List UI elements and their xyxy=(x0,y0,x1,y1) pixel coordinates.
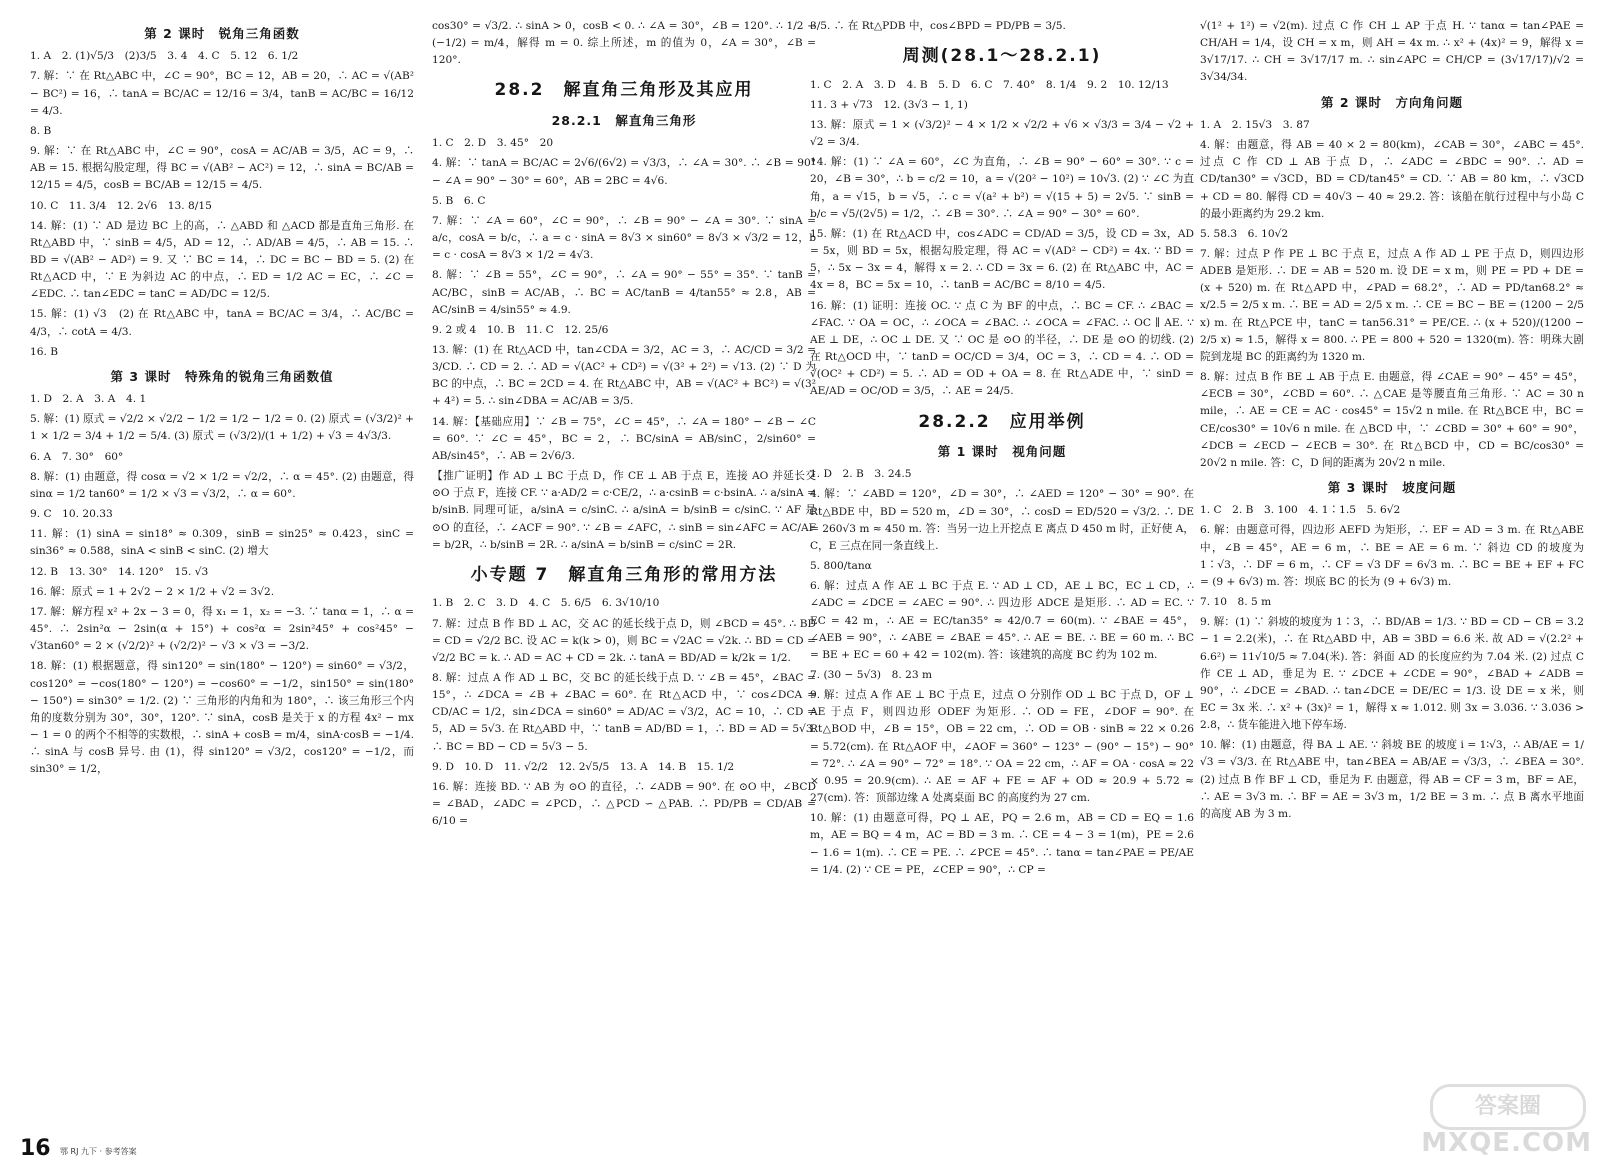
answer-paragraph: cos30° = √3/2. ∴ sinA > 0，cosB < 0. ∴ ∠A = 30°，∠B = 120°. ∴ 1/2 + (−1/2) = m/4，解得 m = 0. 综上所述，m 的值为 0，∠A = 30°，∠B = 120°. xyxy=(432,20,816,67)
answer-paragraph: 10. C 11. 3/4 12. 2√6 13. 8/15 xyxy=(30,199,212,212)
answer-paragraph: 9. 解：(1) ∵ 斜坡的坡度为 1∶3，∴ BD/AB = 1/3. ∵ BD = CD − CB = 3.2 − 1 = 2.2(米)，∴ 在 Rt△ABD 中，AB = 3BD = 6.6 米. 故 AD = √(2.2² + 6.6²) = 11√10/5 ≈ 7.04(米). 答：斜面 AD 的长度应约为 7.04 米. (2) 过点 C 作 CE ⊥ AD，垂足为 E. ∵ ∠DCE + ∠CDE = 90°，∠BAD + ∠ADB = 90°，∴ ∠DCE = ∠BAD. ∴ tan∠DCE = DE/EC = 1/3. 设 DE = x 米，则 EC = 3x 米. ∴ x² + (3x)² = 1，解得 x ≈ 1.012. 则 3x = 3.036. ∵ 3.036 > 2.8，∴ 货车能进入地下停车场. xyxy=(1200,616,1584,732)
answer-paragraph: 14. 解：(1) ∵ ∠A = 60°，∠C 为直角，∴ ∠B = 90° − 60° = 30°. ∵ c = 20，∠B = 30°，∴ b = c/2 = 10，a = √(20² − 10²) = 10√3. (2) ∵ ∠C 为直角，a = √15，b = √5，∴ c = √(a² + b²) = √(15 + 5) = 2√5. ∵ sinB = b/c = √5/(2√5) = 1/2，∴ ∠B = 30°. ∴ ∠A = 90° − 30° = 60°. xyxy=(810,156,1194,220)
answer-paragraph: √(1² + 1²) = √2(m). 过点 C 作 CH ⊥ AP 于点 H. ∵ tanα = tan∠PAE = CH/AH = 1/4，设 CH = x m，则 AH = 4x m. ∴ x² + (4x)² = 9，解得 x = 3√17/17. ∴ CH = 3√17/17 m. ∴ sin∠APC = CH/CP = (3√17/17)/√2 = 3√34/34. xyxy=(1200,20,1584,84)
watermark-site: MXQE.COM xyxy=(1421,1128,1592,1158)
answer-paragraph: 16. 解：原式 = 1 + 2√2 − 2 × 1/2 + √2 = 3√2. xyxy=(30,585,275,598)
column-3 xyxy=(810,18,1194,1138)
answer-paragraph: 9. C 10. 20.33 xyxy=(30,508,113,521)
answer-paragraph: 10. 解：(1) 由题意可得，PQ ⊥ AE，PQ = 2.6 m，AB = CD = EQ = 1.6 m，AE = BQ = 4 m，AC = BD = 3 m. ∴ CE = 4 − 3 = 1(m)，PE = 2.6 − 1.6 = 1(m). ∴ CE = PE. ∴ ∠PCE = 45°. ∴ tanα = tan∠PAE = PE/AE = 1/4. (2) ∵ CE = PE，∠CEP = 90°，∴ CP = xyxy=(810,812,1194,876)
answer-paragraph: 【推广证明】作 AD ⊥ BC 于点 D，作 CE ⊥ AB 于点 E，连接 AO 并延长交 ⊙O 于点 F，连接 CF. ∵ a·AD/2 = c·CE/2，∴ a·csinB = c·bsinA. ∴ a/sinA = b/sinB. 同理可证，a/sinA = c/sinC. ∴ a/sinA = b/sinB = c/sinC. ∵ AF 是 ⊙O 的直径，∴ ∠ACF = 90°. ∵ ∠B = ∠AFC，∴ sinB = sin∠AFC = AC/AF = b/2R，∴ b/sinB = 2R. ∴ a/sinA = b/sinB = c/sinC = 2R. xyxy=(432,470,816,551)
answer-paragraph: 3/5. ∴ 在 Rt△PDB 中，cos∠BPD = PD/PB = 3/5. xyxy=(810,20,1066,32)
section-heading: 28.2.2 应用举例 xyxy=(918,411,1086,432)
section-heading: 小专题 7 解直角三角形的常用方法 xyxy=(470,564,778,585)
answer-paragraph: 4. 解：由题意，得 AB = 40 × 2 = 80(km)，∠CAB = 30°，∠ABC = 45°. 过点 C 作 CD ⊥ AB 于点 D，∴ ∠ADC = ∠BDC = 90°. ∴ AD = CD/tan30° = √3CD，BD = CD/tan45° = CD. ∵ AB = 80 km，∴ √3CD + CD = 80. 解得 CD = 40√3 − 40 ≈ 29.2. 答：该船在航行过程中与小岛 C 的最小距离约为 29.2 km. xyxy=(1200,139,1584,220)
site-watermark xyxy=(1396,1084,1592,1158)
answer-paragraph: 7. 10 8. 5 m xyxy=(1200,596,1272,609)
answer-paragraph: 8. B xyxy=(30,124,52,137)
answer-paragraph: 15. 解：(1) 在 Rt△ACD 中，cos∠ADC = CD/AD = 3/5，设 CD = 3x，AD = 5x，则 BD = 5x，根据勾股定理，得 AC = √(AD² − CD²) = 4x. ∵ BD = 5，∴ 5x − 3x = 4，解得 x = 2. ∴ CD = 3x = 6. (2) 在 Rt△ABC 中，AC = 4x = 8，BC = 5x = 10，∴ tanB = AC/BC = 8/10 = 4/5. xyxy=(810,227,1194,292)
answer-paragraph: 16. B xyxy=(30,345,58,358)
answer-paragraph: 11. 解：(1) sinA = sin18° ≈ 0.309，sinB = sin25° ≈ 0.423，sinC = sin36° ≈ 0.588，sinA < sinB < sinC. (2) 增大 xyxy=(30,528,414,558)
column-1 xyxy=(30,18,414,1138)
answer-paragraph: 1. B 2. C 3. D 4. C 5. 6/5 6. 3√10/10 xyxy=(432,597,660,610)
answer-paragraph: 5. 58.3 6. 10√2 xyxy=(1200,227,1289,240)
answer-paragraph: 6. A 7. 30° 60° xyxy=(30,450,124,463)
section-heading: 第 3 课时 特殊角的锐角三角函数值 xyxy=(110,368,334,384)
answer-paragraph: 7. 解：过点 P 作 PE ⊥ BC 于点 E，过点 A 作 AD ⊥ PE 于点 D，则四边形 ADEB 是矩形. ∴ DE = AB = 520 m. 设 DE = x m，则 PE = PD + DE = (x + 520) m. 在 Rt△APD 中，∠PAD = 68.2°，∴ AD = PD/tan68.2° ≈ x/2.5 = 2/5 x m. ∴ BE = AD = 2/5 x m. ∴ CE = BC − BE = (1200 − 2/5 x) m. 在 Rt△PCE 中，tanC = tan56.31° = PE/CE. ∴ (x + 520)/(1200 − 2/5 x) ≈ 1.5，解得 x = 800. ∴ PE = 800 + 520 = 1320(m). 答：明珠大剧院到龙堤 BC 的距离约为 1320 m. xyxy=(1200,247,1584,363)
answer-paragraph: 10. 解：(1) 由题意，得 BA ⊥ AE. ∵ 斜坡 BE 的坡度 i = 1∶√3，∴ AB/AE = 1/√3 = √3/3. 在 Rt△ABE 中，tan∠BEA = AB/AE = √3/3，∴ ∠BEA = 30°. (2) 过点 B 作 BF ⊥ CD，垂足为 F. 由题意，得 AB = CF = 3 m，BF = AE，∴ AE = 3√3 m. ∴ BF = AE = 3√3 m，1/2 BE = 3 m. ∴ 点 B 离水平地面的高度 AB 为 3 m. xyxy=(1200,739,1584,820)
answer-paragraph: 1. A 2. (1)√5/3 (2)3/5 3. 4 4. C 5. 12 6. 1/2 xyxy=(30,50,299,63)
section-heading: 周测(28.1～28.2.1) xyxy=(902,46,1102,67)
answer-paragraph: 17. 解：解方程 x² + 2x − 3 = 0，得 x₁ = 1，x₂ = −3. ∵ tanα = 1，∴ α = 45°. ∴ 2sin²α − 2sin(α + 15°) + cos²α = 2sin²45° + cos²45° − √3tan60° = 2 × (√2/2)² + (√2/2)² − √3 × √3 = −3/2. xyxy=(30,605,414,653)
page-number: 16 xyxy=(20,1136,51,1161)
answer-paragraph: 1. A 2. 15√3 3. 87 xyxy=(1200,118,1310,131)
answer-paragraph: 18. 解：(1) 根据题意，得 sin120° = sin(180° − 120°) = sin60° = √3/2，cos120° = −cos(180° − 120°) = −cos60° = −1/2，sin150° = sin(180° − 150°) = sin30° = 1/2. (2) ∵ 三角形的内角和为 180°，∴ 该三角形三个内角的度数分别为 30°，30°，120°. ∵ sinA，cosB 是关于 x 的方程 4x² − mx − 1 = 0 的两个不相等的实数根，∴ sinA + cosB = m/4，sinA·cosB = −1/4. ∴ sinA 与 cosB 异号. 由 (1)，得 sin120° = √3/2，cos120° = −1/2，而 sin30° = 1/2， xyxy=(30,660,414,776)
answer-paragraph: 6. 解：过点 A 作 AE ⊥ BC 于点 E. ∵ AD ⊥ CD，AE ⊥ BC，EC ⊥ CD，∴ ∠ADC = ∠DCE = ∠AEC = 90°. ∴ 四边形 ADCE 是矩形. ∴ AD = EC. ∵ EC = 42 m，∴ AE = EC/tan35° ≈ 42/0.7 = 60(m). ∵ ∠BAE = 45°，∠AEB = 90°，∴ ∠ABE = ∠BAE = 45°. ∴ AE = BE. ∴ BE = 60 m. ∴ BC = BE + EC = 60 + 42 = 102(m). 答：该建筑的高度 BC 约为 102 m. xyxy=(810,580,1194,661)
watermark-logo: 答案圈 xyxy=(1430,1084,1586,1130)
answer-paragraph: 1. D 2. B 3. 24.5 xyxy=(810,468,912,481)
answer-paragraph: 15. 解：(1) √3 (2) 在 Rt△ABC 中，tanA = BC/AC = 3/4，∴ AC/BC = 4/3，∴ cotA = 4/3. xyxy=(30,308,414,338)
answer-paragraph: 9. 解：过点 A 作 AE ⊥ BC 于点 E，过点 O 分别作 OD ⊥ BC 于点 D，OF ⊥ AE 于点 F，则四边形 ODEF 为矩形. ∴ OD = FE，∠DOF = 90°. 在 Rt△BOD 中，∠B = 15°，OB = 22 cm，∴ OD = OB · sinB ≈ 22 × 0.26 = 5.72(cm). 在 Rt△AOF 中，∠AOF = 360° − 123° − (90° − 15°) − 90° = 72°. ∴ ∠A = 90° − 72° = 18°. ∵ OA = 22 cm，∴ AF = OA · cosA ≈ 22 × 0.95 = 20.9(cm). ∴ AE = AF + FE = AF + OD ≈ 20.9 + 5.72 ≈ 27(cm). 答：顶部边缘 A 处离桌面 BC 的高度约为 27 cm. xyxy=(810,689,1194,805)
answer-paragraph: 11. 3 + √73 12. (3√3 − 1, 1) xyxy=(810,98,968,111)
answer-paragraph: 9. 解：∵ 在 Rt△ABC 中，∠C = 90°，cosA = AC/AB = 3/5，AC = 9，∴ AB = 15. 根据勾股定理，得 BC = √(AB² − AC²) = 12，∴ sinA = BC/AB = 12/15 = 4/5，cosB = BC/AB = 12/15 = 4/5. xyxy=(30,145,414,192)
answer-paragraph: 5. B 6. C xyxy=(432,194,486,207)
answer-paragraph: 5. 解：(1) 原式 = √2/2 × √2/2 − 1/2 = 1/2 − 1/2 = 0. (2) 原式 = (√3/2)² + 1 × 1/2 = 3/4 + 1/2 = 5/4. (3) 原式 = (√3/2)/(1 + 1/2) + √3 = 4√3/3. xyxy=(30,413,414,443)
answer-paragraph: 12. B 13. 30° 14. 120° 15. √3 xyxy=(30,565,209,578)
answer-paragraph: 8. 解：过点 B 作 BE ⊥ AB 于点 E. 由题意，得 ∠CAE = 90° − 45° = 45°，∠ECB = 30°，∠CBD = 60°. ∴ △CAE 是等腰直角三角形. ∵ AC = 30 n mile，∴ AE = CE = AC · cos45° = 15√2 n mile. 在 Rt△BCE 中，BC = CE/cos30° = 10√6 n mile. 在 △BCD 中，∵ ∠CBD = 30° + 60° = 90°，∠DCB = ∠ECD − ∠ECB = 30°. 在 Rt△BCD 中，CD = BC/cos30° = 20√2 n mile. 答：C，D 间的距离为 20√2 n mile. xyxy=(1200,371,1584,469)
answer-paragraph: 4. 解：∵ ∠ABD = 120°，∠D = 30°，∴ ∠AED = 120° − 30° = 90°. 在 Rt△BDE 中，BD = 520 m，∠D = 30°，∴ cosD = ED/520 = √3/2. ∴ DE = 260√3 m ≈ 450 m. 答：当另一边上开挖点 E 离点 D 450 m 时，正好使 A，C，E 三点在同一条直线上. xyxy=(810,488,1194,552)
answer-paragraph: 9. 2 或 4 10. B 11. C 12. 25/6 xyxy=(432,323,609,336)
section-heading: 第 3 课时 坡度问题 xyxy=(1327,480,1457,495)
column-4 xyxy=(1200,18,1584,1138)
section-heading: 第 2 课时 方向角问题 xyxy=(1321,94,1463,110)
answer-paragraph: 7. 解：∵ ∠A = 60°，∠C = 90°，∴ ∠B = 90° − ∠A = 30°. ∵ sinA = a/c，cosA = b/c，∴ a = c · sinA = 8√3 × sin60° = 8√3 × √3/2 = 12，b = c · cosA = 8√3 × 1/2 = 4√3. xyxy=(432,214,816,262)
answer-paragraph: 14. 解：(1) ∵ AD 是边 BC 上的高，∴ △ABD 和 △ACD 都是直角三角形. 在 Rt△ABD 中，∵ sinB = 4/5，AD = 12，∴ AD/AB = 4/5，∴ AB = 15. ∴ BD = √(AB² − AD²) = 9. 又 ∵ BC = 14，∴ DC = BC − BD = 5. (2) 在 Rt△ACD 中，∵ E 为斜边 AC 的中点，∴ ED = 1/2 AC = EC，∴ ∠C = ∠EDC. ∴ tan∠EDC = tanC = AD/DC = 12/5. xyxy=(30,219,414,301)
column-2 xyxy=(432,18,816,1138)
section-heading: 第 2 课时 锐角三角函数 xyxy=(144,26,300,41)
answer-paragraph: 1. C 2. B 3. 100 4. 1∶1.5 5. 6√2 xyxy=(1200,504,1401,517)
answer-paragraph: 5. 800/tanα xyxy=(810,560,872,573)
section-heading: 第 1 课时 视角问题 xyxy=(937,444,1067,460)
answer-paragraph: 8. 解：(1) 由题意，得 cosα = √2 × 1/2 = √2/2，∴ α = 45°. (2) 由题意，得 sinα = 1/2 tan60° = 1/2 × √3 = √3/2，∴ α = 60°. xyxy=(30,470,414,500)
answer-paragraph: 6. 解：由题意可得，四边形 AEFD 为矩形，∴ EF = AD = 3 m. 在 Rt△ABE 中，∠B = 45°，AE = 6 m，∴ BE = AE = 6 m. ∵ 斜边 CD 的坡度为 1∶√3，∴ DF = 6 m，∴ CF = √3 DF = 6√3 m. ∴ BC = BE + EF + FC = (9 + 6√3) m. 答：坝底 BC 的长为 (9 + 6√3) m. xyxy=(1200,524,1584,588)
answer-paragraph: 1. C 2. A 3. D 4. B 5. D 6. C 7. 40° 8. 1/4 9. 2 10. 12/13 xyxy=(810,78,1169,91)
section-heading: 28.2.1 解直角三角形 xyxy=(551,113,697,128)
answer-paragraph: 13. 解：原式 = 1 × (√3/2)² − 4 × 1/2 × √2/2 + √6 × √3/3 = 3/4 − √2 + √2 = 3/4. xyxy=(810,119,1194,149)
section-heading: 28.2 解直角三角形及其应用 xyxy=(494,80,754,101)
answer-paragraph: 14. 解：【基础应用】∵ ∠B = 75°，∠C = 45°，∴ ∠A = 180° − ∠B − ∠C = 60°. ∵ ∠C = 45°，BC = 2，∴ BC/sinA = AB/sinC，2/sin60° = AB/sin45°，∴ AB = 2√6/3. xyxy=(432,415,816,462)
answer-paragraph: 13. 解：(1) 在 Rt△ACD 中，tan∠CDA = 3/2，AC = 3，∴ AC/CD = 3/2 = 3/CD. ∴ CD = 2. ∴ AD = √(AC² + CD²) = √(3² + 2²) = √13. (2) ∵ D 为 BC 的中点，∴ BC = 2CD = 4. 在 Rt△ABC 中，AB = √(AC² + BC²) = √(3² + 4²) = 5. ∴ sin∠DBA = AC/AB = 3/5. xyxy=(432,343,816,408)
answer-paragraph: 7. 解：∵ 在 Rt△ABC 中，∠C = 90°，BC = 12，AB = 20，∴ AC = √(AB² − BC²) = 16，∴ tanA = BC/AC = 12/16 = 3/4，tanB = AC/BC = 16/12 = 4/3. xyxy=(30,70,414,117)
answer-paragraph: 8. 解：过点 A 作 AD ⊥ BC，交 BC 的延长线于点 D. ∵ ∠B = 45°，∠BAC = 15°，∴ ∠DCA = ∠B + ∠BAC = 60°. 在 Rt△ACD 中，∵ cos∠DCA = CD/AC = 1/2，sin∠DCA = sin60° = AD/AC = √3/2，AC = 10，∴ CD = 5，AD = 5√3. 在 Rt△ABD 中，∵ tanB = AD/BD = 1，∴ BD = AD = 5√3. ∴ BC = BD − CD = 5√3 − 5. xyxy=(432,672,816,753)
answer-paragraph: 1. C 2. D 3. 45° 20 xyxy=(432,137,554,150)
answer-paragraph: 16. 解：连接 BD. ∵ AB 为 ⊙O 的直径，∴ ∠ADB = 90°. 在 ⊙O 中，∠BCD = ∠BAD，∠ADC = ∠PCD，∴ △PCD ∽ △PAB. ∴ PD/PB = CD/AB = 6/10 = xyxy=(432,780,816,828)
answer-paragraph: 4. 解：∵ tanA = BC/AC = 2√6/(6√2) = √3/3，∴ ∠A = 30°. ∴ ∠B = 90° − ∠A = 90° − 30° = 60°，AB = 2BC = 4√6. xyxy=(432,157,816,187)
answer-paragraph: 9. D 10. D 11. √2/2 12. 2√5/5 13. A 14. B 15. 1/2 xyxy=(432,760,735,773)
answer-paragraph: 7. (30 − 5√3) 8. 23 m xyxy=(810,669,933,681)
answer-paragraph: 7. 解：过点 B 作 BD ⊥ AC，交 AC 的延长线于点 D，则 ∠BCD = 45°. ∴ BD = CD = √2/2 BC. 设 AC = k(k > 0)，则 BC = √2AC = √2k. ∴ BD = CD = √2/2 BC = k. ∴ AD = AC + CD = 2k. ∴ tanA = BD/AD = k/2k = 1/2. xyxy=(432,617,816,664)
answer-paragraph: 8. 解：∵ ∠B = 55°，∠C = 90°，∴ ∠A = 90° − 55° = 35°. ∵ tanB = AC/BC，sinB = AC/AB，∴ BC = AC/tanB = 4/tan55° ≈ 2.8，AB = AC/sinB = 4/sin55° ≈ 4.9. xyxy=(432,269,816,316)
footer-label: 鄂 RJ 九下 · 参考答案 xyxy=(60,1147,137,1156)
answer-paragraph: 1. D 2. A 3. A 4. 1 xyxy=(30,393,147,406)
answer-paragraph: 16. 解：(1) 证明：连接 OC. ∵ 点 C 为 BF 的中点，∴ BC = CF. ∴ ∠BAC = ∠FAC. ∵ OA = OC，∴ ∠OCA = ∠BAC. ∴ ∠OCA = ∠FAC. ∴ OC ∥ AE. ∵ AE ⊥ DE，∴ OC ⊥ DE. 又 ∵ OC 是 ⊙O 的半径，∴ DE 是 ⊙O 的切线. (2) 在 Rt△OCD 中，∵ tanD = OC/CD = 3/4，OC = 3，∴ CD = 4. ∴ OD = √(OC² + CD²) = 5. ∴ AD = OD + OA = 8. 在 Rt△ADE 中，∵ sinD = AE/AD = OC/OD = 3/5，∴ AE = 24/5. xyxy=(810,299,1194,398)
